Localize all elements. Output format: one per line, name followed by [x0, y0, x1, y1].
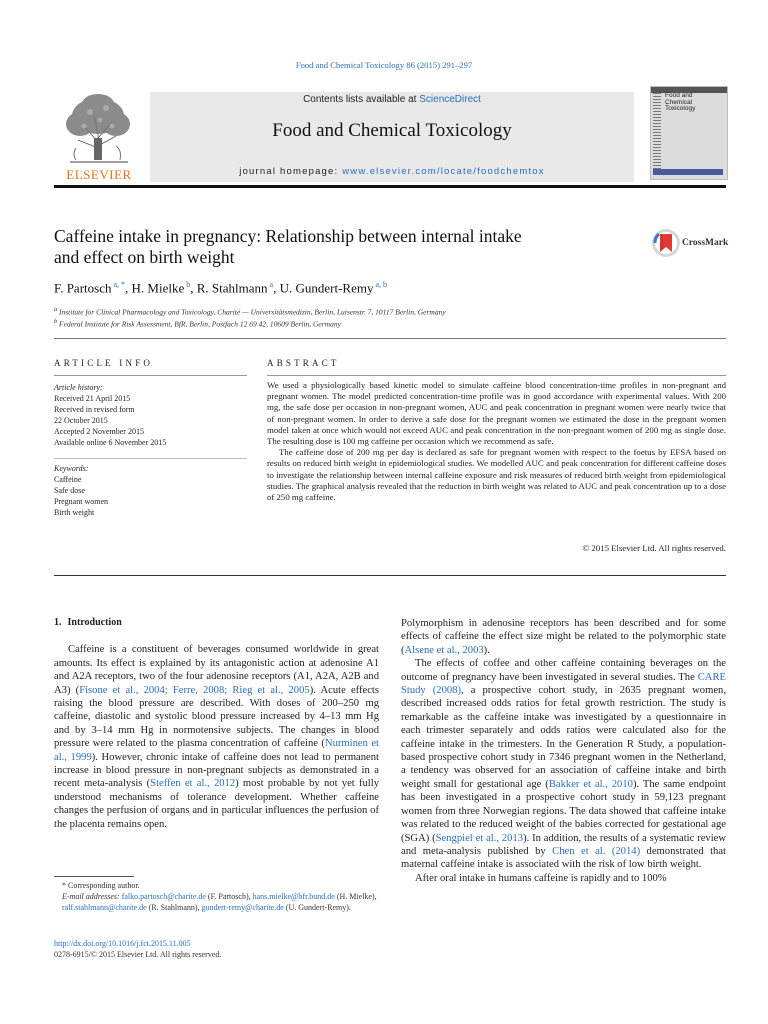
- author-affil-sup[interactable]: a, b: [375, 280, 388, 289]
- header-rule: [54, 185, 726, 188]
- crossmark-label[interactable]: CrossMark: [682, 238, 729, 248]
- section-heading-introduction: 1. Introduction: [54, 617, 122, 628]
- abstract-heading: ABSTRACT: [267, 358, 340, 368]
- doi-link[interactable]: http://dx.doi.org/10.1016/j.fct.2015.11.005: [54, 939, 191, 948]
- sciencedirect-link[interactable]: ScienceDirect: [419, 94, 481, 105]
- article-history: [54, 382, 247, 448]
- divider: [267, 375, 726, 376]
- body-paragraph: After oral intake in humans caffeine is rapidly and to 100%: [415, 872, 667, 884]
- affiliation-a: $^a$ Institute for Clinical Pharmacology and Toxicology, Charité — Universitätsmedizin, Berlin, Luisenstr. 7, 10117 Berlin, Germany: [54, 306, 446, 317]
- journal-cover-thumbnail[interactable]: [650, 86, 728, 180]
- abstract-copyright: © 2015 Elsevier Ltd. All rights reserved.: [582, 543, 726, 553]
- email-link[interactable]: hans.mielke@bfr.bund.de: [252, 892, 335, 901]
- issn-copyright: 0278-6915/© 2015 Elsevier Ltd. All rights reserved.: [54, 950, 222, 959]
- body-paragraph: The effects of coffee and other caffeine containing beverages on the outcome of pregnancy have been investigated in several studies. The CARE Study (2008), a prospective cohort study, in 2635 pregnant women, described increased odds ratios for fetal growth restriction. The study is remarkable as the caffeine intake was investigated by a questionnaire in each trimester separately and odds ratios were calculated also for the caffeine intake in the trimesters. In the Generation R Study, a population-based prospective cohort study in 7346 pregnant women in the Netherland, a tendency was observed for an association of caffeine intake and birth weight small for gestational age (Bakker et al., 2010). The same endpoint has been investigated in a prospective cohort study in 59,123 pregnant women from three Norwegian regions. The data showed that caffeine intake was related to the reduced weight of the babies corrected for gestational age (SGA) (Sengpiel et al., 2013). In addition, the results of a systematic review and meta-analysis published by Chen et al. (2014) demonstrated that maternal caffeine intake is associated with the risk of low birth weight.: [401, 658, 726, 871]
- history-item: 22 October 2015: [54, 416, 108, 425]
- abstract-paragraph: We used a physiologically based kinetic model to simulate caffeine blood concentration-time profiles in non-pregnant and pregnant women. The model predicted concentration-time profile was in good accordance with experimental values. With 200 mg, the safe dose per occasion in non-pregnant women, AUC and peak concentration in pregnant women were nearly twice that of non-pregnant women. In order to derive a safe dose for the pregnant women we estimated the dose in the pregnant women model taken at once which would not exceed AUC and peak concentration in the non-pregnant women of 200 mg as single dose. The resulting dose is 100 mg caffeine per occasion which we recommend as safe.: [267, 380, 726, 447]
- article-title: Caffeine intake in pregnancy: Relationship between internal intake and effect on birth weight: [54, 226, 522, 267]
- cover-title: Food and Chemical Toxicology: [665, 92, 696, 112]
- divider: [54, 338, 726, 339]
- elsevier-wordmark: ELSEVIER: [66, 167, 132, 182]
- cover-bottom-band: [653, 169, 723, 175]
- author-name[interactable]: F. Partosch: [54, 280, 112, 296]
- article-info-heading: ARTICLE INFO: [54, 358, 154, 368]
- history-item: Available online 6 November 2015: [54, 438, 167, 447]
- affiliation-b: $^b$ Federal Institute for Risk Assessment, BfR, Berlin, Postfach 12 69 42, 10609 Berlin, Germany: [54, 318, 341, 329]
- body-column-right: [401, 617, 726, 885]
- journal-reference[interactable]: Food and Chemical Toxicology 86 (2015) 291–297: [295, 60, 473, 70]
- history-label: Article history:: [54, 383, 103, 392]
- keyword: Birth weight: [54, 508, 95, 517]
- doi-block: [54, 938, 221, 960]
- footnotes: [54, 880, 379, 913]
- journal-homepage: journal homepage: www.elsevier.com/locate/foodchemtox: [239, 166, 545, 177]
- citation-link[interactable]: Alsene et al., 2003: [404, 644, 484, 656]
- history-item: Accepted 2 November 2015: [54, 427, 144, 436]
- author-list: F. Partosch $^{a, *}$, H. Mielke $^b$, R. Stahlmann $^a$, U. Gundert-Remy $^{a, b}$: [54, 280, 388, 296]
- email-link[interactable]: falko.partosch@charite.de: [121, 892, 206, 901]
- body-paragraph: Polymorphism in adenosine receptors has been described and for some effects of caffeine the effect size might be related to the polymorphic state (Alsene et al., 2003).: [401, 618, 726, 656]
- elsevier-tree-icon: [54, 86, 144, 182]
- citation-link[interactable]: Fisone et al., 2004; Ferre, 2008; Rieg et al., 2005: [79, 684, 310, 696]
- keyword: Caffeine: [54, 475, 82, 484]
- abstract-text: [267, 380, 726, 503]
- keywords: [54, 463, 247, 518]
- footnote-rule: [54, 876, 134, 877]
- keywords-label: Keywords:: [54, 464, 89, 473]
- citation-link[interactable]: Nurminen et al., 1999: [54, 738, 379, 763]
- corresponding-author-note: * Corresponding author.: [62, 881, 140, 890]
- author-affil-sup[interactable]: b: [186, 280, 191, 289]
- contents-line: Contents lists available at ScienceDirect: [303, 94, 481, 105]
- journal-title[interactable]: Food and Chemical Toxicology: [272, 120, 512, 141]
- body-paragraph: Caffeine is a constituent of beverages consumed worldwide in great amounts. Its effect is explained by its antagonistic action at adenosine A1 and A2A receptors, two of the four adenosine receptors (A1, A2A, A2B and A3) (Fisone et al., 2004; Ferre, 2008; Rieg et al., 2005). Acute effects raising the blood pressure are described. With doses of 200–250 mg caffeine, diastolic and systolic blood pressure increased by 4–13 mm Hg and by 3–14 mm Hg in normotensive subjects. The changes in blood pressure were related to the plasma concentration of caffeine (Nurminen et al., 1999). However, chronic intake of caffeine does not lead to permanent increase in blood pressure in non-pregnant subjects as demonstrated in a recent meta-analysis (Steffen et al., 2012) most probable by not yet fully understood mechanisms of tolerance development. Whether caffeine changes the perfusion of organs and in particular influences the perfusion of the placenta remains open.: [54, 644, 379, 830]
- email-addresses: E-mail addresses: falko.partosch@charite.de (F. Partosch), hans.mielke@bfr.bund.de (H. Mielke), ralf.stahlmann@charite.de (R. Stahlmann), gundert-remy@charite.de (U. Gundert-Remy).: [62, 892, 377, 912]
- author-name[interactable]: R. Stahlmann: [196, 280, 268, 296]
- keyword: Safe dose: [54, 486, 85, 495]
- author-name[interactable]: U. Gundert-Remy: [279, 280, 374, 296]
- cover-stripes: [653, 93, 661, 173]
- author-name[interactable]: H. Mielke: [131, 280, 185, 296]
- citation-link[interactable]: Steffen et al., 2012: [150, 778, 236, 790]
- history-item: Received in revised form: [54, 405, 135, 414]
- citation-link[interactable]: Chen et al. (2014): [552, 845, 641, 857]
- history-item: Received 21 April 2015: [54, 394, 131, 403]
- elsevier-logo[interactable]: [54, 86, 144, 182]
- body-column-left: [54, 616, 379, 831]
- divider: [54, 375, 247, 376]
- keyword: Pregnant women: [54, 497, 108, 506]
- citation-link[interactable]: Sengpiel et al., 2013: [435, 832, 524, 844]
- author-affil-sup[interactable]: a, *: [113, 280, 126, 289]
- author-affil-sup[interactable]: a: [269, 280, 274, 289]
- email-link[interactable]: ralf.stahlmann@charite.de: [62, 903, 147, 912]
- email-link[interactable]: gundert-remy@charite.de: [201, 903, 284, 912]
- homepage-link[interactable]: www.elsevier.com/locate/foodchemtox: [342, 166, 545, 177]
- crossmark-icon: [651, 228, 681, 258]
- citation-link[interactable]: Bakker et al., 2010: [548, 778, 633, 790]
- citation-link[interactable]: CARE Study (2008): [401, 671, 726, 697]
- abstract-paragraph: The caffeine dose of 200 mg per day is declared as safe for pregnant women with respect to the foetus by EFSA based on results on reduced birth weight in epidemiological studies. We modelled AUC and peak concentration for different caffeine doses to investigate the relationship between internal caffeine exposure and risk measures of reduced birth weight from epidemiological studies. The graphical analysis revealed that the reduction in birth weight was related to AUC and peak concentration up to a dose of 250 mg caffeine.: [267, 447, 726, 503]
- divider: [54, 575, 726, 576]
- divider: [54, 458, 247, 459]
